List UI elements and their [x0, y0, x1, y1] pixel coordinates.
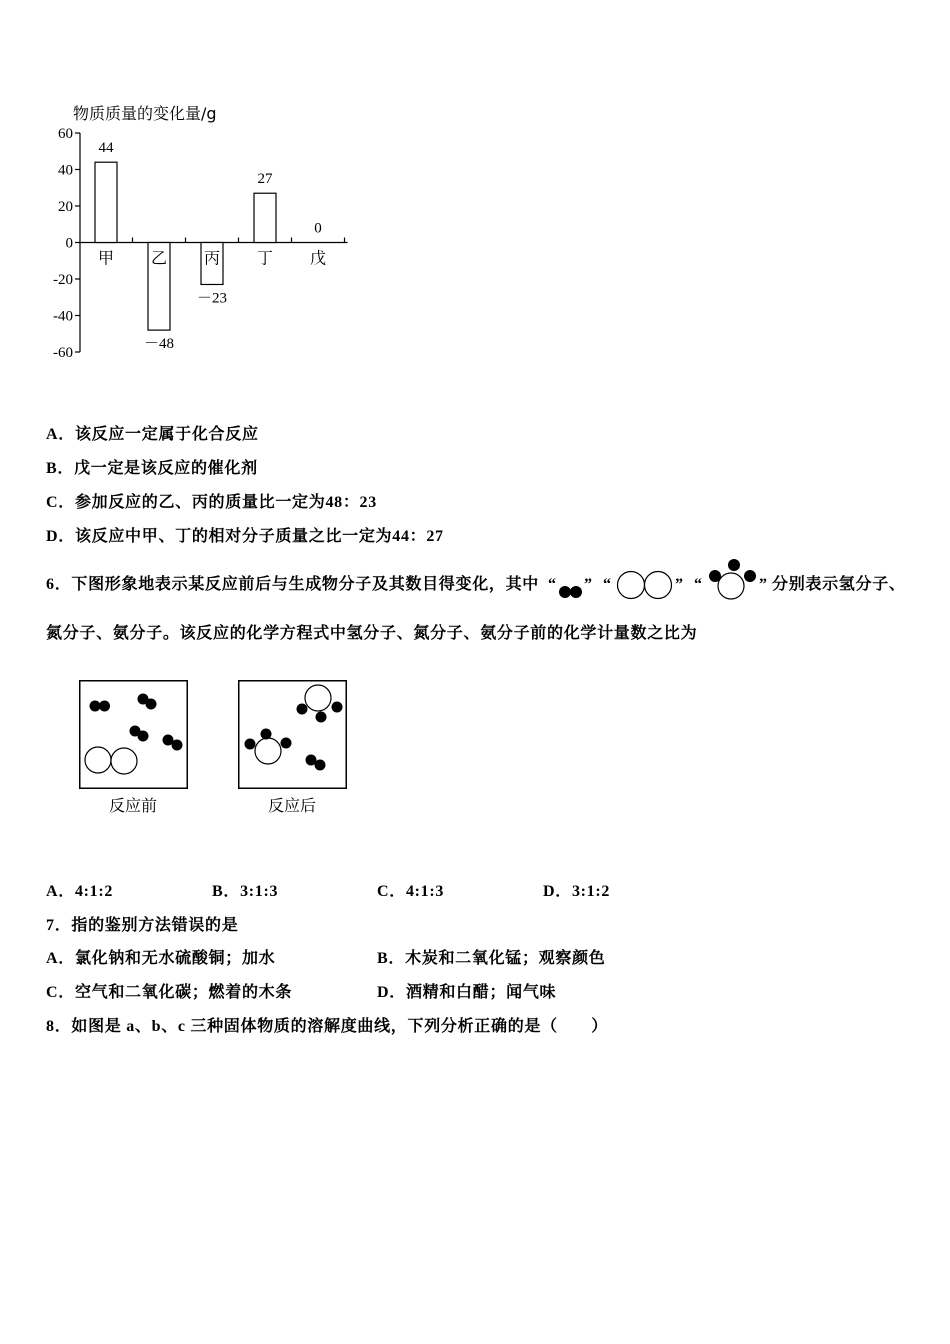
y-tick-label: 0: [65, 235, 73, 252]
category-label: 丁: [256, 248, 274, 268]
bar-4: [254, 193, 276, 242]
ammonia-molecule-icon: [706, 558, 758, 602]
chart-title: 物质质量的变化量/g: [73, 104, 217, 123]
hydrogen-atom: [99, 701, 110, 712]
value-label: 0: [314, 220, 322, 237]
value-label: －48: [143, 336, 175, 353]
ammonia-molecule: [245, 729, 292, 765]
y-tick-label: 60: [58, 126, 73, 142]
question-6-stem-line2: 氮分子、氨分子。该反应的化学方程式中氢分子、氮分子、氨分子前的化学计量数之比为: [46, 625, 698, 642]
before-reaction-diagram: [79, 680, 188, 789]
open-quote: “: [603, 576, 611, 593]
hydrogen-atom: [559, 586, 571, 598]
mass-change-bar-chart: [40, 95, 370, 370]
question-6-stem-start: 6．下图形象地表示某反应前后与生成物分子及其数目得变化，其中: [46, 576, 540, 593]
prev-option-a: A．该反应一定属于化合反应: [46, 426, 259, 443]
hydrogen-molecule: [163, 735, 183, 751]
bar-1: [95, 162, 117, 242]
hydrogen-atom: [138, 731, 149, 742]
nitrogen-atom: [255, 738, 281, 764]
after-reaction-label: 反应后: [267, 796, 316, 815]
q7-option-c: C．空气和二氧化碳；燃着的木条: [46, 984, 293, 1001]
category-label: 乙: [150, 248, 168, 268]
q6-option-d: D．3:1:2: [543, 883, 611, 900]
hydrogen-molecule: [130, 726, 149, 742]
value-label: 27: [257, 171, 273, 188]
hydrogen-molecule: [138, 694, 157, 710]
q7-option-b: B．木炭和二氧化锰；观察颜色: [377, 950, 606, 967]
before-reaction-label: 反应前: [108, 796, 157, 815]
hydrogen-atom: [90, 701, 101, 712]
y-tick-label: -40: [53, 308, 73, 325]
question-6-stem-end: 分别表示氢分子、: [772, 576, 906, 593]
category-label: 甲: [97, 248, 115, 268]
prev-option-b: B．戊一定是该反应的催化剂: [46, 460, 258, 477]
prev-option-c: C．参加反应的乙、丙的质量比一定为48：23: [46, 494, 377, 511]
prev-option-d: D．该反应中甲、丁的相对分子质量之比一定为44：27: [46, 528, 444, 545]
hydrogen-atom: [709, 570, 721, 582]
hydrogen-atom: [172, 740, 183, 751]
hydrogen-atom: [146, 699, 157, 710]
question-8-stem: 8．如图是 a、b、c 三种固体物质的溶解度曲线，下列分析正确的是（ ）: [46, 1018, 608, 1035]
value-label: －23: [196, 290, 228, 307]
category-label: 丙: [203, 248, 221, 268]
hydrogen-atom: [261, 729, 272, 740]
nitrogen-atom: [305, 685, 331, 711]
hydrogen-atom: [245, 739, 256, 750]
hydrogen-atom: [297, 704, 308, 715]
hydrogen-molecule: [306, 755, 326, 771]
hydrogen-atom: [315, 760, 326, 771]
open-quote: “: [694, 576, 702, 593]
hydrogen-atom: [744, 570, 756, 582]
question-7-stem: 7．指的鉴别方法错误的是: [46, 917, 239, 934]
close-quote: ”: [584, 576, 592, 593]
q7-option-d: D．酒精和白醋；闻气味: [377, 984, 557, 1001]
value-label: 44: [98, 140, 114, 157]
y-tick-label: 40: [58, 162, 73, 179]
after-reaction-diagram: [238, 680, 347, 789]
hydrogen-atom: [281, 738, 292, 749]
open-quote: “: [548, 576, 556, 593]
nitrogen-atom: [718, 573, 744, 599]
q6-option-a: A．4:1:2: [46, 883, 114, 900]
nitrogen-atom: [645, 572, 672, 599]
hydrogen-atom: [316, 712, 327, 723]
nitrogen-atom: [618, 572, 645, 599]
y-tick-label: 20: [58, 199, 73, 215]
hydrogen-atom: [728, 559, 740, 571]
nitrogen-atom: [85, 747, 111, 773]
hydrogen-atom: [332, 702, 343, 713]
category-label: 戊: [309, 248, 327, 268]
hydrogen-atom: [570, 586, 582, 598]
y-tick-label: -20: [53, 272, 73, 288]
q7-option-a: A．氯化钠和无水硫酸铜；加水: [46, 950, 276, 967]
q6-option-b: B．3:1:3: [212, 883, 279, 900]
close-quote: ”: [759, 576, 767, 593]
close-quote: ”: [675, 576, 683, 593]
hydrogen-molecule-icon: [557, 583, 583, 601]
y-tick-label: -60: [53, 345, 73, 361]
hydrogen-molecule: [90, 701, 111, 712]
nitrogen-atom: [111, 748, 137, 774]
nitrogen-molecule: [85, 747, 137, 774]
q6-option-c: C．4:1:3: [377, 883, 445, 900]
ammonia-molecule: [297, 685, 343, 723]
nitrogen-molecule-icon: [616, 570, 674, 600]
